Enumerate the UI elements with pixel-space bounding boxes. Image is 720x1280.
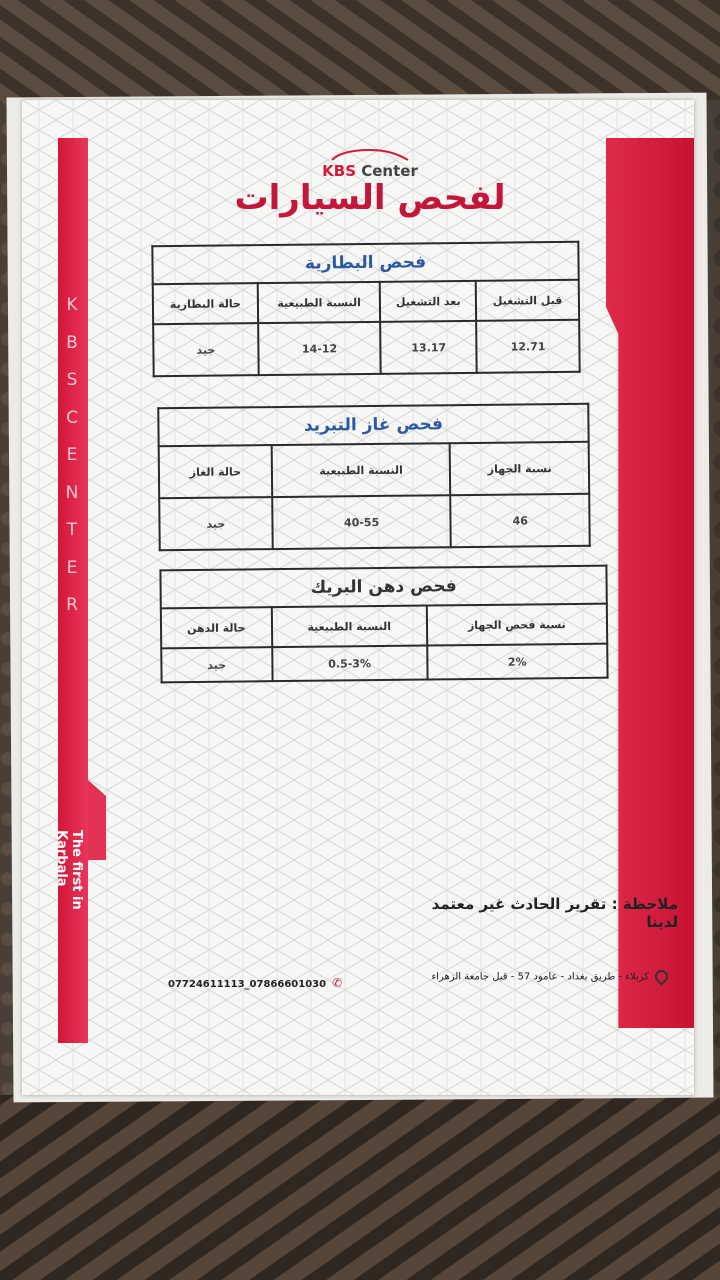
- car-silhouette-icon: [330, 148, 410, 162]
- table-header-cell: نسبة فحص الجهاز: [426, 604, 607, 646]
- table-header-cell: النسبة الطبيعية: [271, 606, 426, 648]
- table-value-cell: جيد: [161, 647, 272, 682]
- brand-letter: R: [66, 595, 80, 615]
- table-header-cell: حالة الدهن: [161, 607, 272, 648]
- phone-line: [168, 976, 358, 990]
- carpet-background-top: [0, 0, 720, 100]
- phone-numbers: 07724611113_07866601030: [168, 979, 327, 990]
- table-header-cell: حالة الغاز: [159, 445, 272, 498]
- brand-letter: K: [66, 295, 80, 315]
- table-value-cell: 14-12: [258, 322, 381, 375]
- brand-letter: C: [66, 407, 80, 428]
- phone-icon: ✆: [332, 976, 343, 990]
- table-header-cell: قبل التشغيل: [476, 280, 579, 321]
- kbs-logo: [300, 148, 440, 180]
- location-pin-icon: [652, 967, 670, 985]
- carpet-background-bottom: [0, 1095, 720, 1280]
- table-value-cell: 0.5-3%: [272, 646, 427, 682]
- table-value-cell: جيد: [159, 497, 272, 550]
- brand-letter: N: [65, 482, 81, 503]
- table-header-cell: النسبة الطبيعية: [271, 443, 450, 497]
- accident-report-note: ملاحظة : تقرير الحادث غير معتمد لدينا: [431, 895, 678, 931]
- brand-letter: E: [66, 557, 80, 578]
- table-header-cell: بعد التشغيل: [380, 281, 476, 322]
- table-header-cell: حالة البطارية: [153, 283, 258, 324]
- battery-table-title: فحص البطارية: [152, 242, 578, 284]
- table-value-cell: 40-55: [272, 495, 451, 549]
- brand-letter: E: [66, 445, 80, 465]
- brake-oil-table-title: فحص دهن البريك: [160, 566, 606, 609]
- logo-text: KBS Center: [322, 162, 418, 180]
- brand-letter: B: [66, 332, 80, 353]
- ac-gas-check-table: [157, 403, 590, 552]
- table-header-cell: النسبة الطبيعية: [258, 282, 381, 323]
- vertical-brand-letters: [58, 295, 88, 615]
- table-value-cell: جيد: [153, 323, 259, 376]
- ac-gas-table-title: فحص غاز التبريد: [158, 404, 588, 447]
- brand-letter: T: [66, 520, 80, 540]
- table-header-cell: نسبة الجهاز: [450, 442, 589, 495]
- brand-tagline: The first in Karbala: [54, 830, 84, 910]
- brake-oil-check-table: [159, 565, 608, 684]
- table-value-cell: 46: [451, 494, 590, 547]
- address-text: كربلاء - طريق بغداد - عامود 57 - قبل جامعة الزهراء: [431, 971, 649, 983]
- battery-check-table: [151, 241, 580, 377]
- address-line: [378, 970, 668, 983]
- table-value-cell: 2%: [427, 644, 608, 680]
- brand-letter: S: [66, 370, 80, 390]
- table-value-cell: 12.71: [476, 320, 579, 373]
- table-value-cell: 13.17: [381, 321, 477, 374]
- page-title: لفحص السيارات: [234, 178, 506, 218]
